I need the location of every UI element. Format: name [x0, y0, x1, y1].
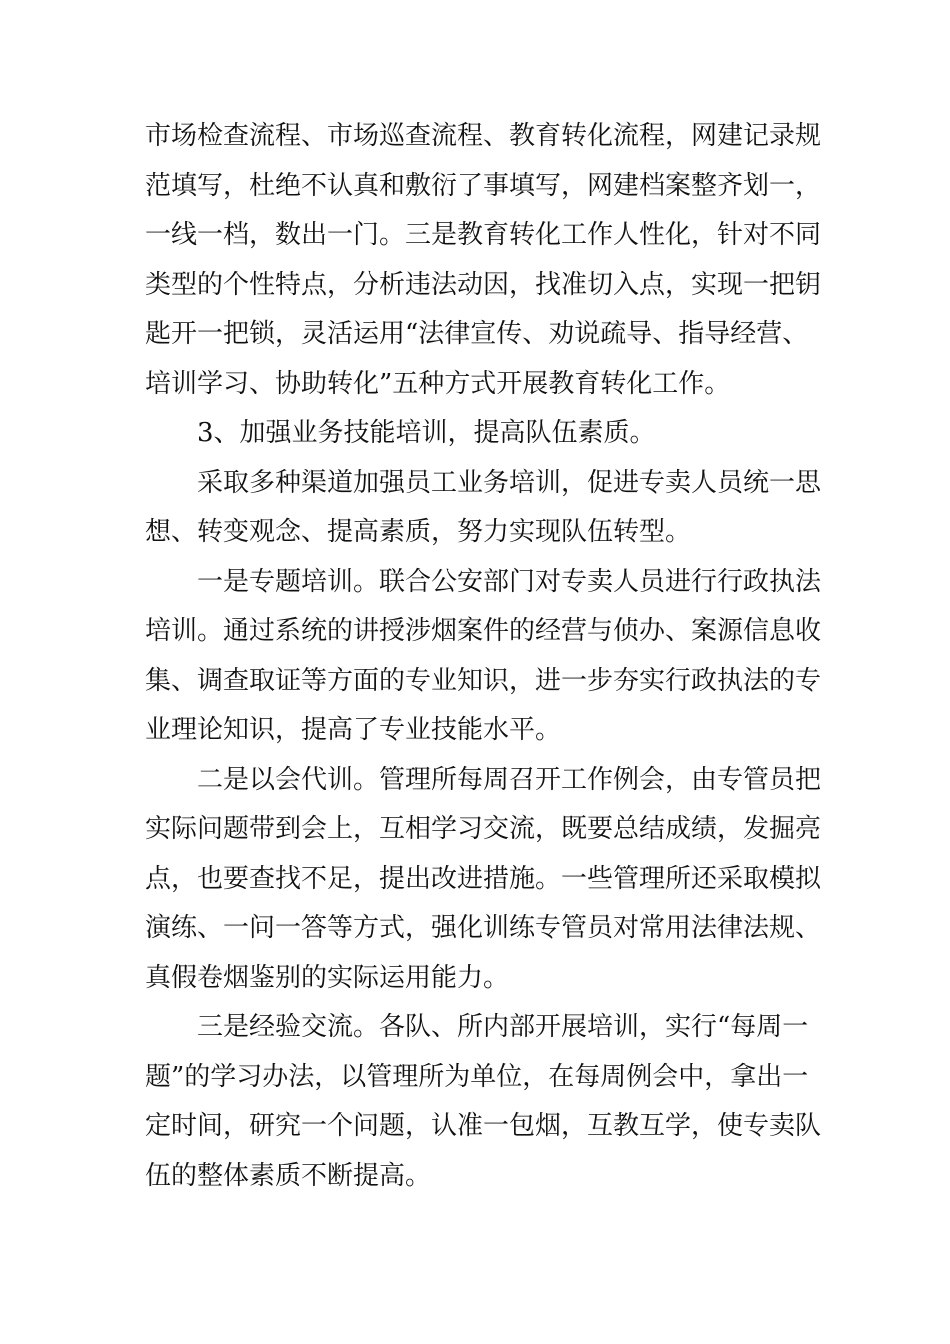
text-line: 类型的个性特点，分析违法动因，找准切入点，实现一把钥	[145, 269, 822, 300]
text-line: 定时间，研究一个问题，认准一包烟，互教互学，使专卖队	[145, 1111, 822, 1141]
text-line: 题”的学习办法，以管理所为单位，在每周例会中，拿出一	[145, 1061, 809, 1092]
section-heading: 3、加强业务技能培训，提高队伍素质。	[197, 418, 656, 448]
text-line: 培训。通过系统的讲授涉烟案件的经营与侦办、案源信息收	[145, 616, 822, 646]
text-line: 匙开一把锁，灵活运用“法律宣传、劝说疏导、指导经营、	[145, 319, 809, 349]
text-line: 真假卷烟鉴别的实际运用能力。	[145, 962, 510, 993]
text-line: 点，也要查找不足，提出改进措施。一些管理所还采取模拟	[145, 863, 822, 894]
document-body	[145, 112, 822, 1201]
paragraph-start-line: 一是专题培训。联合公安部门对专卖人员进行行政执法	[197, 566, 822, 597]
text-line: 实际问题带到会上，互相学习交流，既要总结成绩，发掘亮	[145, 814, 822, 844]
text-line: 市场检查流程、市场巡查流程、教育转化流程，网建记录规	[145, 121, 822, 151]
paragraph-start-line: 二是以会代训。管理所每周召开工作例会，由专管员把	[197, 764, 822, 795]
text-line: 演练、一问一答等方式，强化训练专管员对常用法律法规、	[145, 913, 822, 943]
paragraph-start-line: 三是经验交流。各队、所内部开展培训，实行“每周一	[197, 1012, 809, 1042]
text-line: 培训学习、协助转化”五种方式开展教育转化工作。	[145, 368, 731, 399]
text-line: 业理论知识，提高了专业技能水平。	[145, 715, 562, 745]
text-line: 一线一档，数出一门。三是教育转化工作人性化，针对不同	[145, 220, 822, 250]
text-line: 伍的整体素质不断提高。	[145, 1160, 432, 1191]
paragraph-start-line: 采取多种渠道加强员工业务培训，促进专卖人员统一思	[197, 467, 822, 498]
text-line: 范填写，杜绝不认真和敷衍了事填写，网建档案整齐划一，	[145, 170, 822, 201]
text-line: 集、调查取证等方面的专业知识，进一步夯实行政执法的专	[145, 665, 822, 696]
text-line: 想、转变观念、提高素质，努力实现队伍转型。	[145, 517, 692, 547]
